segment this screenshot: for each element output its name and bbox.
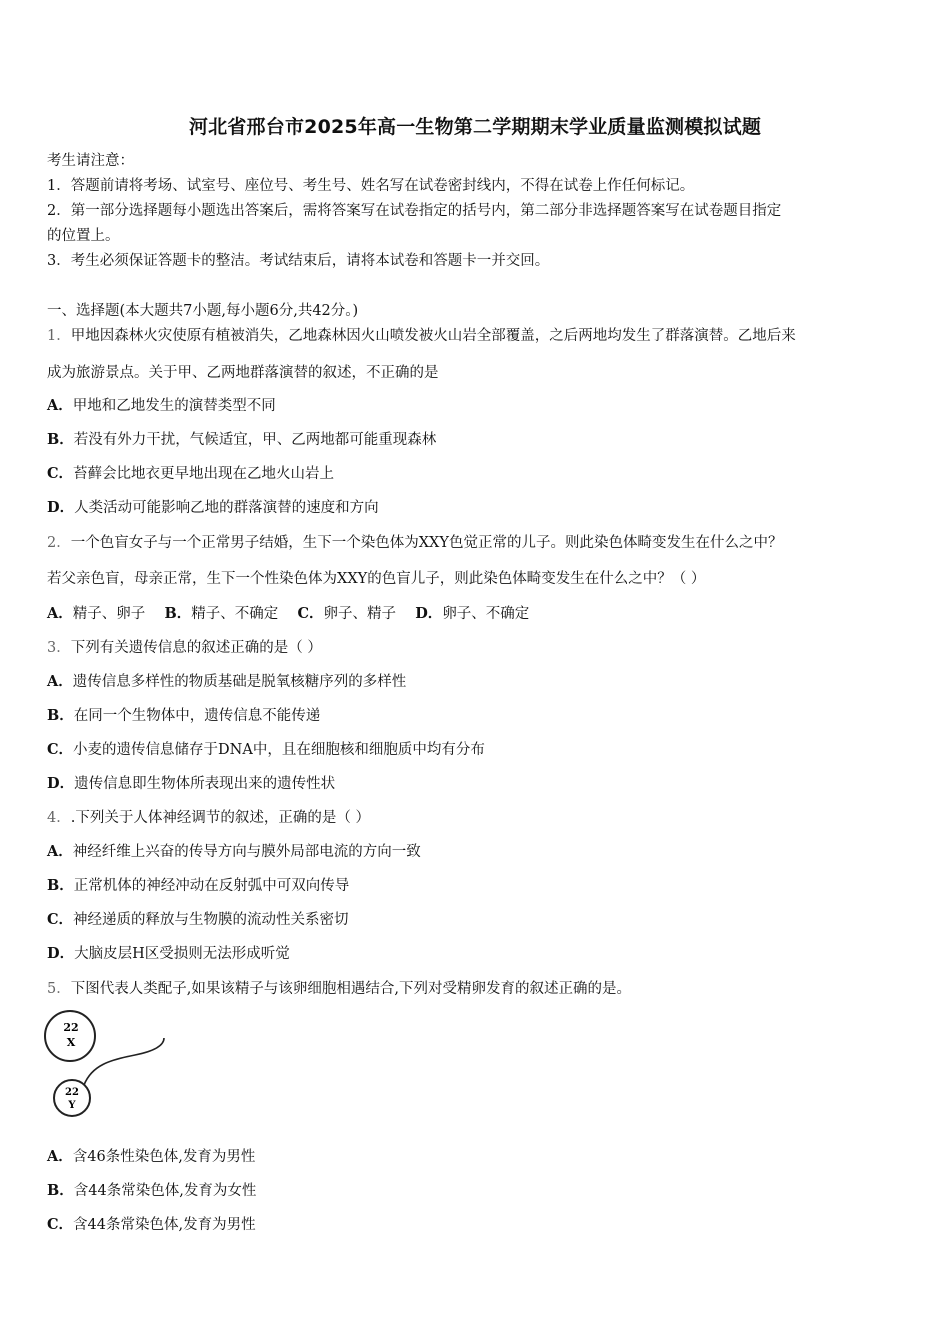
option-text: 含46条性染色体,发育为男性 — [72, 1149, 256, 1165]
option-text: 遗传信息即生物体所表现出来的遗传性状 — [74, 776, 336, 792]
option-text: 在同一个生物体中，遗传信息不能传递 — [73, 708, 321, 724]
option-letter: D． — [415, 605, 443, 622]
option-text: 含44条常染色体,发育为男性 — [73, 1217, 256, 1233]
sperm-autosome-count: 22 — [65, 1087, 79, 1098]
option-text: 神经递质的释放与生物膜的流动性关系密切 — [73, 912, 349, 928]
question-3-option-b — [47, 706, 320, 726]
question-4-option-a — [47, 842, 421, 862]
question-5-stem — [47, 979, 631, 999]
question-text: 一个色盲女子与一个正常男子结婚，生下一个染色体为XXY色觉正常的儿子。则此染色体畸变发生在什么之中？ — [70, 535, 783, 551]
question-3-option-d — [47, 774, 335, 794]
question-2-stem-cont: 若父亲色盲，母亲正常，生下一个性染色体为XXY的色盲儿子，则此染色体畸变发生在什么之中？（ ） — [47, 571, 706, 587]
question-1-option-a — [47, 396, 276, 416]
option-letter: B． — [47, 1182, 74, 1199]
option-letter: A． — [47, 673, 73, 690]
option-text: 神经纤维上兴奋的传导方向与膜外局部电流的方向一致 — [72, 844, 421, 860]
section-heading: 一、选择题(本大题共7小题,每小题6分,共42分。) — [47, 303, 359, 319]
option-b-text: 精子、不确定 — [191, 606, 279, 622]
option-letter: C． — [47, 465, 74, 482]
question-5-option-c — [47, 1215, 256, 1235]
notice-heading: 考生请注意： — [47, 153, 134, 169]
sperm-tail — [84, 1038, 164, 1085]
option-letter: D． — [47, 499, 75, 516]
option-letter: D． — [47, 945, 75, 962]
option-a-text: 精子、卵子 — [72, 606, 146, 622]
option-letter: B． — [164, 605, 192, 622]
question-4-option-c — [47, 910, 349, 930]
option-letter: A． — [47, 843, 73, 860]
option-text: 遗传信息多样性的物质基础是脱氧核糖序列的多样性 — [72, 674, 407, 690]
option-letter: A． — [47, 1148, 73, 1165]
question-number: 3． — [47, 640, 71, 656]
notice-item-2: 2．第一部分选择题每小题选出答案后，需将答案写在试卷指定的括号内，第二部分非选择题答案写在试卷题目指定 — [47, 203, 782, 219]
option-letter: B． — [47, 877, 74, 894]
question-4-option-b — [47, 876, 349, 896]
question-3-stem — [47, 638, 322, 658]
option-text: 正常机体的神经冲动在反射弧中可双向传导 — [73, 878, 350, 894]
option-c-text: 卵子、精子 — [323, 606, 397, 622]
egg-sex-chromosome: X — [66, 1036, 76, 1049]
question-2-options — [47, 604, 529, 624]
question-text: .下列关于人体神经调节的叙述，正确的是（ ） — [70, 810, 370, 826]
question-text: 甲地因森林火灾使原有植被消失，乙地森林因火山喷发被火山岩全部覆盖，之后两地均发生了群落演替。乙地后来 — [70, 328, 796, 344]
option-text: 苔藓会比地衣更早地出现在乙地火山岩上 — [73, 466, 335, 482]
question-2-stem — [47, 533, 782, 553]
question-4-stem — [47, 808, 370, 828]
question-1-option-c — [47, 464, 334, 484]
option-letter: B． — [47, 431, 74, 448]
option-text: 若没有外力干扰，气候适宜，甲、乙两地都可能重现森林 — [73, 432, 437, 448]
option-letter: C． — [297, 605, 324, 622]
option-letter: C． — [47, 1216, 74, 1233]
question-1-option-b — [47, 430, 436, 450]
option-text: 甲地和乙地发生的演替类型不同 — [72, 398, 276, 414]
option-text: 人类活动可能影响乙地的群落演替的速度和方向 — [74, 500, 379, 516]
option-d-text: 卵子、不确定 — [442, 606, 530, 622]
question-1-option-d — [47, 498, 379, 518]
question-1-stem-cont: 成为旅游景点。关于甲、乙两地群落演替的叙述，不正确的是 — [47, 365, 439, 381]
question-number: 4． — [47, 810, 71, 826]
question-number: 1． — [47, 328, 71, 344]
option-text: 小麦的遗传信息储存于DNA中，且在细胞核和细胞质中均有分布 — [73, 742, 485, 758]
option-letter: A． — [47, 605, 73, 622]
notice-item-2-cont: 的位置上。 — [47, 228, 120, 244]
option-letter: C． — [47, 741, 74, 758]
option-letter: C． — [47, 911, 74, 928]
option-text: 大脑皮层H区受损则无法形成听觉 — [74, 946, 290, 962]
question-5-option-a — [47, 1147, 255, 1167]
sperm-sex-chromosome: Y — [68, 1100, 76, 1111]
option-letter: D． — [47, 775, 75, 792]
egg-autosome-count: 22 — [63, 1021, 79, 1034]
notice-item-1: 1．答题前请将考场、试室号、座位号、考生号、姓名写在试卷密封线内，不得在试卷上作任何标记。 — [47, 178, 695, 194]
gamete-figure — [40, 1005, 175, 1125]
question-number: 2． — [47, 535, 71, 551]
question-3-option-c — [47, 740, 485, 760]
question-1-stem — [47, 326, 796, 346]
page-title: 河北省邢台市2025年高一生物第二学期期末学业质量监测模拟试题 — [188, 116, 762, 138]
question-number: 5． — [47, 981, 71, 997]
question-5-option-b — [47, 1181, 256, 1201]
question-3-option-a — [47, 672, 406, 692]
question-text: 下图代表人类配子,如果该精子与该卵细胞相遇结合,下列对受精卵发育的叙述正确的是。 — [70, 981, 631, 997]
notice-item-3: 3．考生必须保证答题卡的整洁。考试结束后，请将本试卷和答题卡一并交回。 — [47, 253, 550, 269]
option-text: 含44条常染色体,发育为女性 — [73, 1183, 257, 1199]
option-letter: B． — [47, 707, 74, 724]
option-letter: A． — [47, 397, 73, 414]
question-text: 下列有关遗传信息的叙述正确的是（ ） — [70, 640, 322, 656]
question-4-option-d — [47, 944, 290, 964]
